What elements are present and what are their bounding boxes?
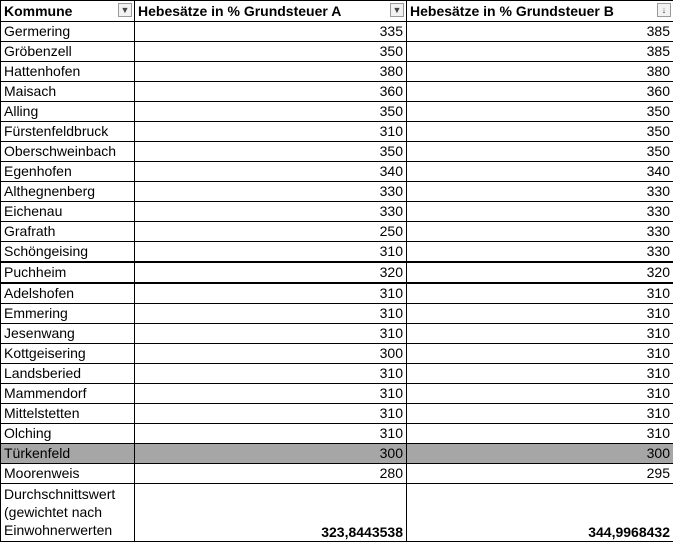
cell-grundsteuer-a[interactable]: 310 [135, 242, 407, 263]
cell-kommune[interactable]: Emmering [1, 304, 135, 324]
table-row [1, 22, 673, 42]
cell-grundsteuer-b[interactable]: 310 [407, 344, 673, 364]
header-grundsteuer-a[interactable] [135, 1, 407, 22]
cell-kommune[interactable]: Grafrath [1, 222, 135, 242]
table-row [1, 62, 673, 82]
table-row [1, 42, 673, 62]
cell-grundsteuer-b[interactable]: 330 [407, 222, 673, 242]
cell-kommune[interactable]: Alling [1, 102, 135, 122]
cell-kommune[interactable]: Moorenweis [1, 464, 135, 484]
cell-grundsteuer-b[interactable]: 320 [407, 262, 673, 283]
cell-grundsteuer-b[interactable]: 380 [407, 62, 673, 82]
cell-grundsteuer-a[interactable]: 300 [135, 344, 407, 364]
header-grundsteuer-b-label: Hebesätze in % Grundsteuer B [410, 2, 614, 21]
cell-kommune[interactable]: Egenhofen [1, 162, 135, 182]
header-grundsteuer-a-label: Hebesätze in % Grundsteuer A [138, 2, 341, 21]
cell-grundsteuer-b[interactable]: 310 [407, 404, 673, 424]
footer-label[interactable] [1, 484, 135, 542]
footer-row [1, 484, 673, 542]
header-kommune-label: Kommune [4, 2, 72, 21]
cell-grundsteuer-a[interactable]: 310 [135, 324, 407, 344]
sort-descending-icon[interactable]: ↓ [657, 3, 671, 17]
cell-grundsteuer-a[interactable]: 360 [135, 82, 407, 102]
cell-grundsteuer-a[interactable]: 350 [135, 42, 407, 62]
cell-grundsteuer-a[interactable]: 310 [135, 424, 407, 444]
footer-label-line2: (gewichtet nach [4, 503, 131, 521]
dropdown-arrow-icon[interactable]: ▼ [118, 3, 132, 17]
cell-kommune[interactable]: Jesenwang [1, 324, 135, 344]
cell-kommune[interactable]: Puchheim [1, 262, 135, 283]
table-row [1, 182, 673, 202]
table-row [1, 162, 673, 182]
cell-kommune[interactable]: Adelshofen [1, 283, 135, 304]
cell-kommune[interactable]: Fürstenfeldbruck [1, 122, 135, 142]
table-row [1, 344, 673, 364]
cell-grundsteuer-a[interactable]: 310 [135, 364, 407, 384]
cell-kommune[interactable]: Türkenfeld [1, 444, 135, 464]
table-row [1, 364, 673, 384]
header-kommune[interactable] [1, 1, 135, 22]
cell-grundsteuer-b[interactable]: 310 [407, 424, 673, 444]
cell-kommune[interactable]: Mammendorf [1, 384, 135, 404]
cell-grundsteuer-a[interactable]: 310 [135, 304, 407, 324]
cell-kommune[interactable]: Landsberied [1, 364, 135, 384]
cell-grundsteuer-b[interactable]: 350 [407, 102, 673, 122]
cell-kommune[interactable]: Kottgeisering [1, 344, 135, 364]
cell-grundsteuer-b[interactable]: 385 [407, 22, 673, 42]
table-row [1, 82, 673, 102]
table-row [1, 464, 673, 484]
table-row [1, 202, 673, 222]
cell-kommune[interactable]: Eichenau [1, 202, 135, 222]
cell-grundsteuer-b[interactable]: 360 [407, 82, 673, 102]
footer-label-line1: Durchschnittswert [4, 485, 131, 503]
table-row [1, 102, 673, 122]
cell-grundsteuer-a[interactable]: 330 [135, 182, 407, 202]
table-row [1, 404, 673, 424]
cell-grundsteuer-b[interactable]: 330 [407, 242, 673, 263]
cell-kommune[interactable]: Schöngeising [1, 242, 135, 263]
cell-grundsteuer-b[interactable]: 310 [407, 283, 673, 304]
table-row [1, 283, 673, 304]
cell-grundsteuer-a[interactable]: 340 [135, 162, 407, 182]
cell-grundsteuer-a[interactable]: 310 [135, 384, 407, 404]
cell-kommune[interactable]: Hattenhofen [1, 62, 135, 82]
cell-grundsteuer-b[interactable]: 340 [407, 162, 673, 182]
cell-grundsteuer-a[interactable]: 350 [135, 102, 407, 122]
cell-grundsteuer-b[interactable]: 300 [407, 444, 673, 464]
cell-grundsteuer-a[interactable]: 350 [135, 142, 407, 162]
table-row [1, 242, 673, 263]
cell-kommune[interactable]: Althegnenberg [1, 182, 135, 202]
cell-grundsteuer-a[interactable]: 335 [135, 22, 407, 42]
cell-grundsteuer-b[interactable]: 350 [407, 142, 673, 162]
cell-grundsteuer-b[interactable]: 385 [407, 42, 673, 62]
table-row [1, 304, 673, 324]
cell-grundsteuer-b[interactable]: 295 [407, 464, 673, 484]
cell-grundsteuer-b[interactable]: 310 [407, 324, 673, 344]
cell-kommune[interactable]: Maisach [1, 82, 135, 102]
cell-grundsteuer-a[interactable]: 320 [135, 262, 407, 283]
cell-kommune[interactable]: Gröbenzell [1, 42, 135, 62]
footer-average-b[interactable]: 344,9968432 [407, 484, 673, 542]
table-row [1, 262, 673, 283]
table-row [1, 222, 673, 242]
table-row [1, 142, 673, 162]
footer-label-line3: Einwohnerwerten [4, 521, 131, 539]
cell-grundsteuer-b[interactable]: 310 [407, 364, 673, 384]
header-grundsteuer-b[interactable] [407, 1, 673, 22]
dropdown-arrow-icon[interactable]: ▼ [390, 3, 404, 17]
cell-grundsteuer-b[interactable]: 330 [407, 202, 673, 222]
table-row [1, 444, 673, 464]
cell-grundsteuer-a[interactable]: 310 [135, 404, 407, 424]
table-row [1, 324, 673, 344]
cell-grundsteuer-a[interactable]: 250 [135, 222, 407, 242]
cell-grundsteuer-a[interactable]: 310 [135, 122, 407, 142]
cell-kommune[interactable]: Mittelstetten [1, 404, 135, 424]
footer-average-a[interactable]: 323,8443538 [135, 484, 407, 542]
cell-kommune[interactable]: Germering [1, 22, 135, 42]
cell-grundsteuer-a[interactable]: 300 [135, 444, 407, 464]
cell-kommune[interactable]: Olching [1, 424, 135, 444]
cell-grundsteuer-b[interactable]: 310 [407, 304, 673, 324]
cell-grundsteuer-a[interactable]: 380 [135, 62, 407, 82]
cell-grundsteuer-a[interactable]: 310 [135, 283, 407, 304]
cell-grundsteuer-a[interactable]: 280 [135, 464, 407, 484]
header-row [1, 1, 673, 22]
table-row [1, 424, 673, 444]
cell-kommune[interactable]: Oberschweinbach [1, 142, 135, 162]
cell-grundsteuer-b[interactable]: 330 [407, 182, 673, 202]
table-row [1, 384, 673, 404]
cell-grundsteuer-a[interactable]: 330 [135, 202, 407, 222]
table-row [1, 122, 673, 142]
cell-grundsteuer-b[interactable]: 350 [407, 122, 673, 142]
cell-grundsteuer-b[interactable]: 310 [407, 384, 673, 404]
